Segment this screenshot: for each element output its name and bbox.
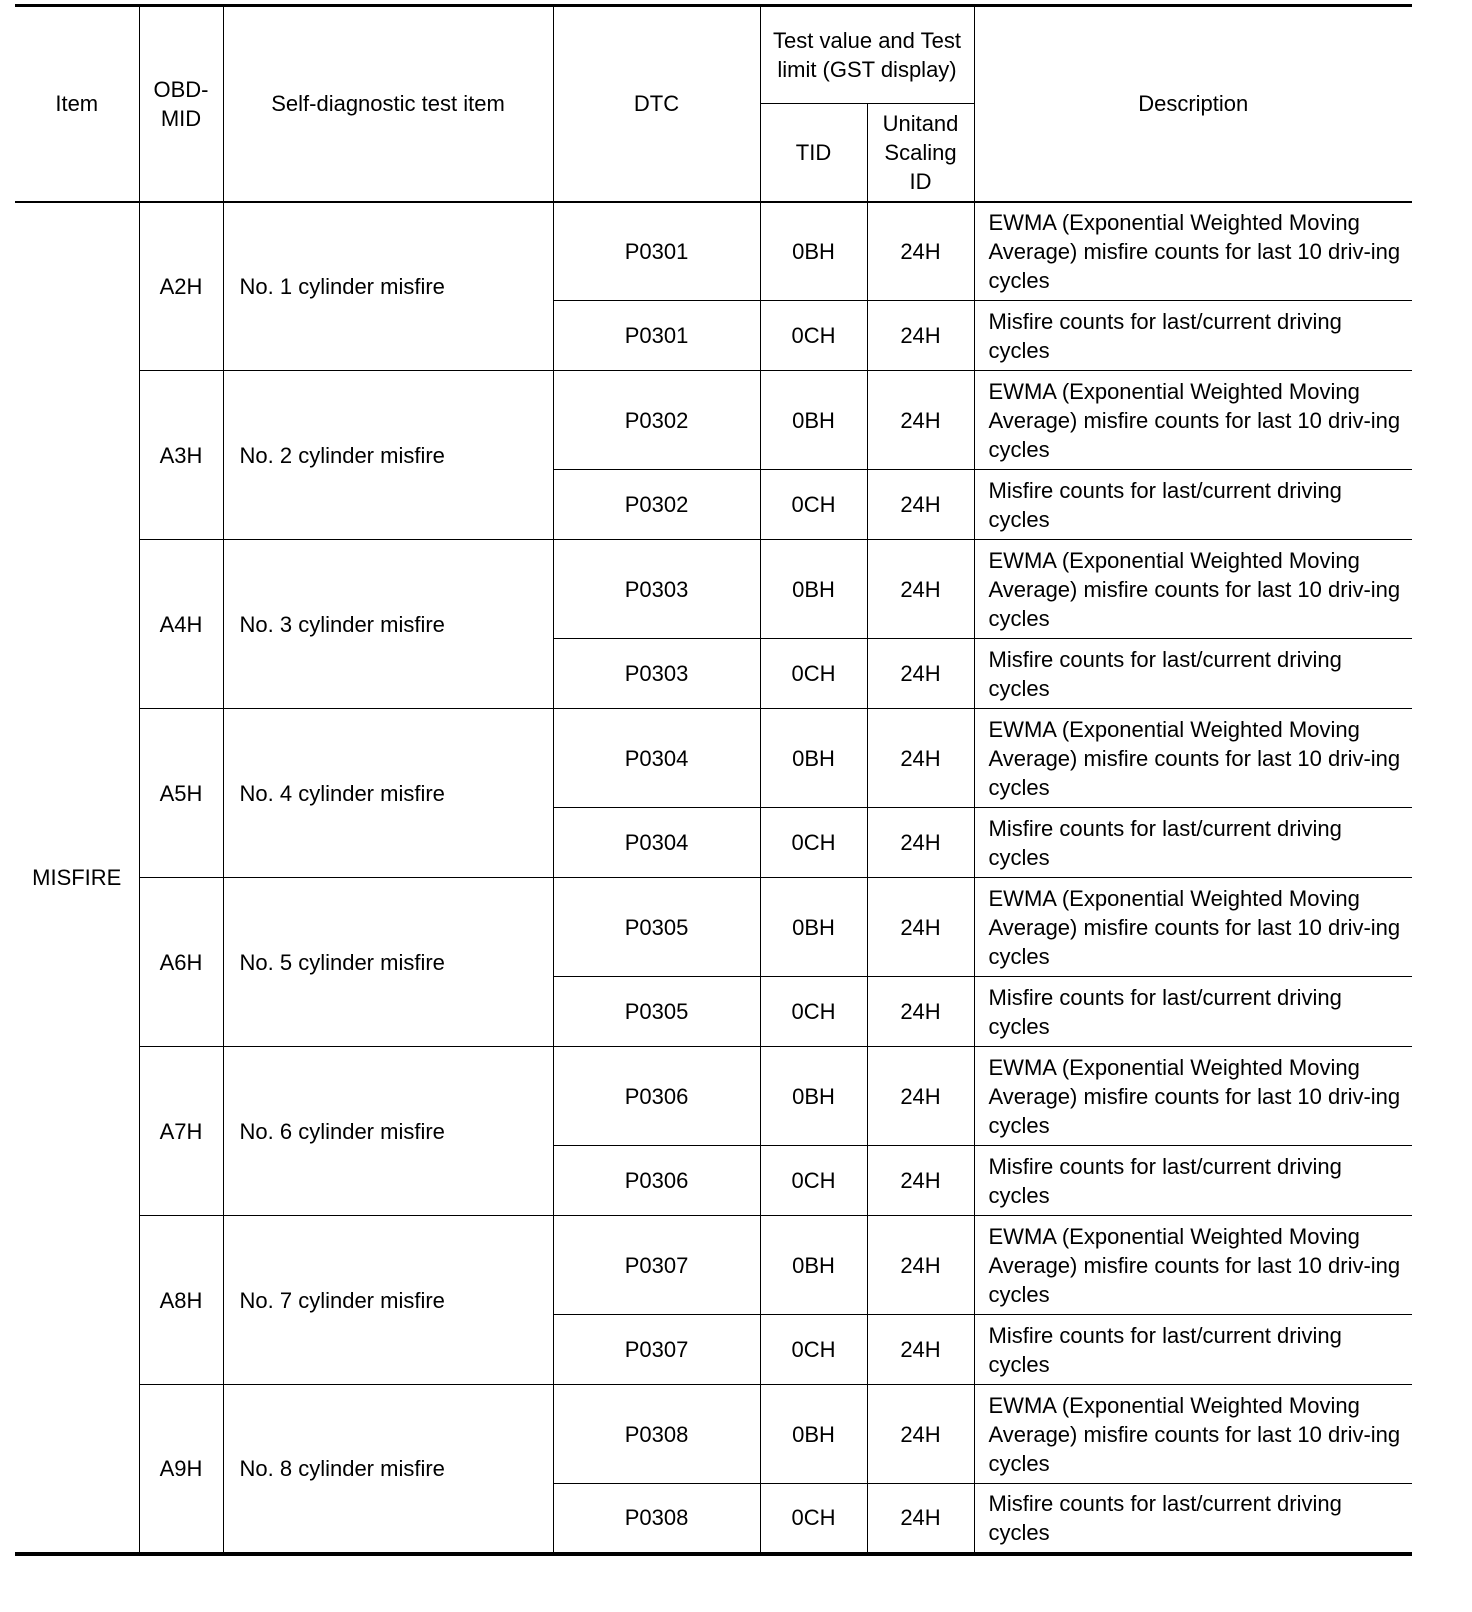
tid-cell: 0CH bbox=[760, 470, 867, 540]
tid-cell: 0BH bbox=[760, 1216, 867, 1315]
unit-scaling-cell: 24H bbox=[867, 639, 974, 709]
tid-cell: 0BH bbox=[760, 878, 867, 977]
table-body bbox=[15, 202, 1412, 1554]
dtc-cell: P0304 bbox=[553, 808, 760, 878]
obd-mid-cell: A9H bbox=[139, 1385, 223, 1554]
dtc-cell: P0305 bbox=[553, 977, 760, 1047]
dtc-cell: P0301 bbox=[553, 301, 760, 371]
unit-scaling-cell: 24H bbox=[867, 1146, 974, 1216]
header-dtc: DTC bbox=[553, 6, 760, 202]
tid-cell: 0BH bbox=[760, 202, 867, 301]
tid-cell: 0BH bbox=[760, 540, 867, 639]
tid-cell: 0CH bbox=[760, 1484, 867, 1554]
dtc-cell: P0301 bbox=[553, 202, 760, 301]
tid-cell: 0CH bbox=[760, 1146, 867, 1216]
description-cell: EWMA (Exponential Weighted Moving Average) misfire counts for last 10 driv-ing cycles bbox=[974, 878, 1412, 977]
tid-cell: 0CH bbox=[760, 977, 867, 1047]
dtc-cell: P0308 bbox=[553, 1385, 760, 1484]
description-cell: EWMA (Exponential Weighted Moving Average) misfire counts for last 10 driv-ing cycles bbox=[974, 540, 1412, 639]
test-item-cell: No. 6 cylinder misfire bbox=[223, 1047, 553, 1216]
dtc-cell: P0303 bbox=[553, 540, 760, 639]
description-cell: EWMA (Exponential Weighted Moving Average) misfire counts for last 10 driv-ing cycles bbox=[974, 1216, 1412, 1315]
unit-scaling-cell: 24H bbox=[867, 1047, 974, 1146]
unit-scaling-cell: 24H bbox=[867, 371, 974, 470]
description-cell: Misfire counts for last/current driving cycles bbox=[974, 977, 1412, 1047]
unit-scaling-cell: 24H bbox=[867, 709, 974, 808]
description-cell: Misfire counts for last/current driving cycles bbox=[974, 470, 1412, 540]
test-item-cell: No. 8 cylinder misfire bbox=[223, 1385, 553, 1554]
tid-cell: 0CH bbox=[760, 301, 867, 371]
unit-scaling-cell: 24H bbox=[867, 1484, 974, 1554]
unit-scaling-cell: 24H bbox=[867, 1216, 974, 1315]
description-cell: Misfire counts for last/current driving cycles bbox=[974, 639, 1412, 709]
tid-cell: 0BH bbox=[760, 1385, 867, 1484]
dtc-cell: P0307 bbox=[553, 1315, 760, 1385]
dtc-cell: P0302 bbox=[553, 371, 760, 470]
tid-cell: 0BH bbox=[760, 1047, 867, 1146]
obd-mid-cell: A8H bbox=[139, 1216, 223, 1385]
header-item: Item bbox=[15, 6, 139, 202]
unit-scaling-cell: 24H bbox=[867, 878, 974, 977]
description-cell: Misfire counts for last/current driving cycles bbox=[974, 1146, 1412, 1216]
header-unit-scaling: Unitand Scaling ID bbox=[867, 104, 974, 202]
table-row bbox=[15, 1216, 1412, 1315]
test-item-cell: No. 3 cylinder misfire bbox=[223, 540, 553, 709]
obd-mid-table bbox=[15, 4, 1412, 1556]
description-cell: Misfire counts for last/current driving cycles bbox=[974, 1315, 1412, 1385]
dtc-cell: P0303 bbox=[553, 639, 760, 709]
unit-scaling-cell: 24H bbox=[867, 301, 974, 371]
tid-cell: 0CH bbox=[760, 1315, 867, 1385]
header-obd-mid: OBD-MID bbox=[139, 6, 223, 202]
table-row bbox=[15, 878, 1412, 977]
table-row bbox=[15, 202, 1412, 301]
dtc-cell: P0305 bbox=[553, 878, 760, 977]
test-item-cell: No. 1 cylinder misfire bbox=[223, 202, 553, 371]
table-row bbox=[15, 540, 1412, 639]
item-cell: MISFIRE bbox=[15, 202, 139, 1554]
table-row bbox=[15, 1047, 1412, 1146]
header-test-value-group: Test value and Test limit (GST display) bbox=[760, 6, 974, 104]
description-cell: Misfire counts for last/current driving cycles bbox=[974, 301, 1412, 371]
description-cell: EWMA (Exponential Weighted Moving Average) misfire counts for last 10 driv-ing cycles bbox=[974, 1385, 1412, 1484]
unit-scaling-cell: 24H bbox=[867, 1315, 974, 1385]
obd-mid-cell: A5H bbox=[139, 709, 223, 878]
obd-mid-cell: A4H bbox=[139, 540, 223, 709]
test-item-cell: No. 5 cylinder misfire bbox=[223, 878, 553, 1047]
unit-scaling-cell: 24H bbox=[867, 1385, 974, 1484]
dtc-cell: P0304 bbox=[553, 709, 760, 808]
table-row bbox=[15, 371, 1412, 470]
dtc-cell: P0307 bbox=[553, 1216, 760, 1315]
table-row bbox=[15, 1385, 1412, 1484]
description-cell: EWMA (Exponential Weighted Moving Average) misfire counts for last 10 driv-ing cycles bbox=[974, 1047, 1412, 1146]
description-cell: EWMA (Exponential Weighted Moving Average) misfire counts for last 10 driv-ing cycles bbox=[974, 709, 1412, 808]
header-description: Description bbox=[974, 6, 1412, 202]
unit-scaling-cell: 24H bbox=[867, 977, 974, 1047]
dtc-cell: P0306 bbox=[553, 1146, 760, 1216]
tid-cell: 0BH bbox=[760, 709, 867, 808]
dtc-cell: P0302 bbox=[553, 470, 760, 540]
unit-scaling-cell: 24H bbox=[867, 540, 974, 639]
table-row bbox=[15, 709, 1412, 808]
tid-cell: 0CH bbox=[760, 639, 867, 709]
header-test-item: Self-diagnostic test item bbox=[223, 6, 553, 202]
obd-mid-cell: A3H bbox=[139, 371, 223, 540]
test-item-cell: No. 7 cylinder misfire bbox=[223, 1216, 553, 1385]
obd-mid-cell: A6H bbox=[139, 878, 223, 1047]
dtc-cell: P0306 bbox=[553, 1047, 760, 1146]
unit-scaling-cell: 24H bbox=[867, 470, 974, 540]
description-cell: EWMA (Exponential Weighted Moving Average) misfire counts for last 10 driv-ing cycles bbox=[974, 202, 1412, 301]
test-item-cell: No. 2 cylinder misfire bbox=[223, 371, 553, 540]
description-cell: Misfire counts for last/current driving cycles bbox=[974, 808, 1412, 878]
description-cell: EWMA (Exponential Weighted Moving Average) misfire counts for last 10 driv-ing cycles bbox=[974, 371, 1412, 470]
unit-scaling-cell: 24H bbox=[867, 808, 974, 878]
obd-mid-cell: A2H bbox=[139, 202, 223, 371]
dtc-cell: P0308 bbox=[553, 1484, 760, 1554]
obd-mid-cell: A7H bbox=[139, 1047, 223, 1216]
tid-cell: 0CH bbox=[760, 808, 867, 878]
header-tid: TID bbox=[760, 104, 867, 202]
test-item-cell: No. 4 cylinder misfire bbox=[223, 709, 553, 878]
tid-cell: 0BH bbox=[760, 371, 867, 470]
unit-scaling-cell: 24H bbox=[867, 202, 974, 301]
description-cell: Misfire counts for last/current driving cycles bbox=[974, 1484, 1412, 1554]
